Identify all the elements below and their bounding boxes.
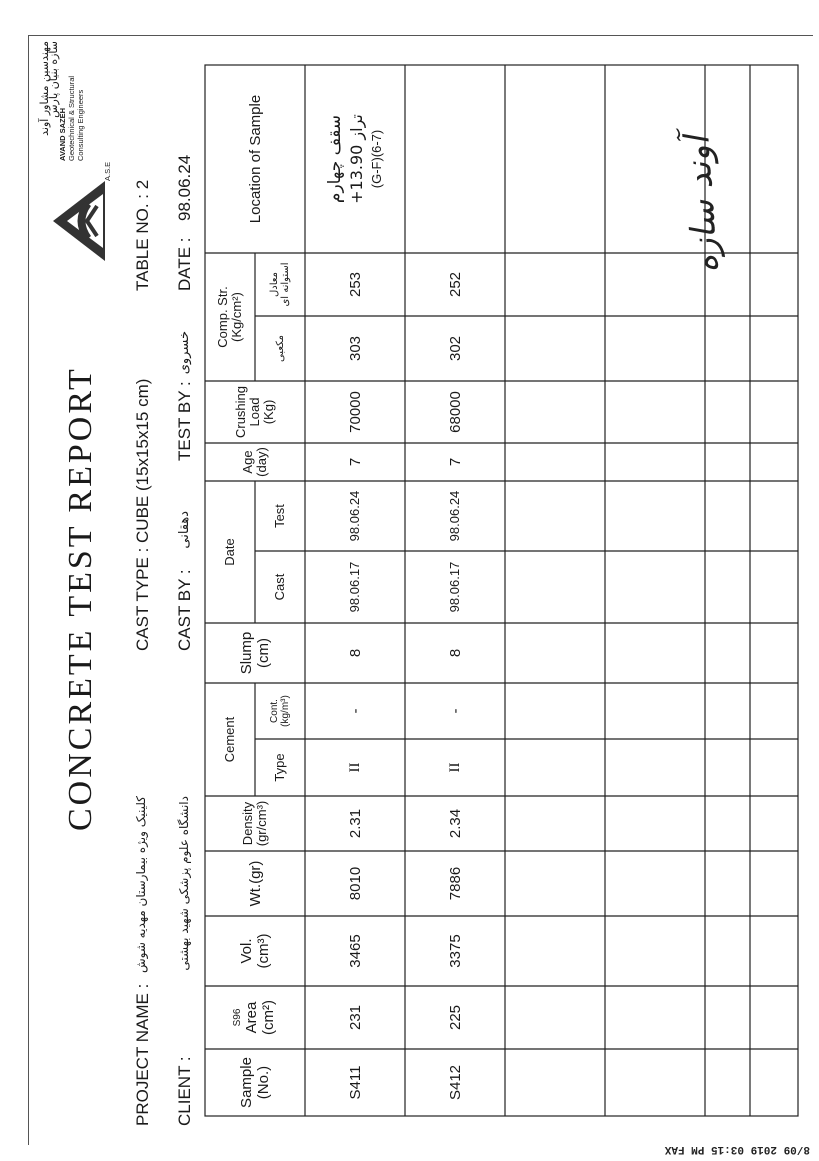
header-cement: Cement — [222, 716, 237, 763]
row1-age: 7 — [346, 457, 364, 467]
row2-crushing: 68000 — [446, 391, 464, 433]
row1-vol: 3465 — [346, 934, 364, 968]
row2-wt: 7886 — [446, 866, 464, 901]
header-date-test: Test — [272, 504, 287, 528]
header-area-cell — [205, 986, 305, 1049]
row1-cast: 98.06.17 — [347, 561, 362, 613]
report-title: CONCRETE TEST REPORT — [62, 366, 99, 831]
firm-persian-name: مهندسین مشاور آوند سازه بنیان پارس — [38, 41, 60, 136]
row2-slump: 8 — [446, 648, 464, 658]
project-name-label: PROJECT NAME : — [133, 983, 152, 1126]
table-no: TABLE NO. : 2 — [133, 179, 152, 291]
header-crushing: Crushing Load (Kg) — [233, 385, 276, 439]
row2-area: 225 — [446, 1004, 464, 1031]
cast-type: CAST TYPE : CUBE (15x15x15 cm) — [133, 378, 152, 651]
row1-crushing: 70000 — [346, 391, 364, 433]
header-age: Age (day) — [240, 447, 269, 477]
cast-by-value: دهقانی — [177, 511, 192, 549]
row1-area: 231 — [346, 1004, 364, 1031]
row1-slump: 8 — [346, 648, 364, 658]
fax-footer: 8/09 2019 03:15 PM FAX — [664, 1143, 810, 1155]
header-density: Density (gr/cm³) — [240, 800, 269, 847]
row2-comp-cube: 302 — [446, 335, 464, 362]
row1-comp-equiv: 253 — [346, 271, 364, 298]
row1-wt: 8010 — [346, 866, 364, 901]
header-location: Location of Sample — [246, 94, 264, 224]
client-value: دانشگاه علوم پزشکی شهید بهشتی — [177, 796, 191, 971]
row2-density: 2.34 — [446, 808, 464, 839]
row2-cement-cont: - — [446, 708, 464, 714]
test-by-label: TEST BY : — [175, 381, 194, 461]
date-value: 98.06.24 — [175, 154, 194, 221]
header-area: Area (cm²) — [243, 1000, 277, 1035]
header-comp-cube: مکعبی — [274, 334, 286, 363]
row1-sample: S411 — [346, 1065, 364, 1100]
firm-name: AVAND SAZEH — [58, 107, 67, 161]
header-sample: Sample (No.) — [238, 1057, 272, 1108]
project-name-value: کلینیک ویژه بیمارستان مهدیه شوش — [134, 796, 148, 974]
location-line2: تراز 13.90+ — [347, 114, 366, 204]
row1-test: 98.06.24 — [347, 490, 362, 542]
row2-cast: 98.06.17 — [447, 561, 462, 613]
header-comp: Comp. Str. (Kg/cm²) — [215, 286, 244, 348]
firm-abbr: A.S.E — [103, 161, 112, 181]
row1-comp-cube: 303 — [346, 335, 364, 362]
header-date: Date — [222, 538, 237, 566]
signature-text: آوند سازه — [677, 134, 727, 275]
row2-comp-equiv: 252 — [446, 271, 464, 298]
header-cement-cont: Cont. (kg/m³) — [269, 695, 291, 727]
row1-cement-cont: - — [346, 708, 364, 714]
location-line1: سقف چهارم — [325, 114, 345, 204]
firm-type: Consulting Engineers — [76, 89, 85, 161]
header-wt: Wt.(gr) — [246, 860, 264, 907]
header-area-note: S96 — [232, 1008, 243, 1027]
cast-by-label: CAST BY : — [175, 569, 194, 651]
row2-sample: S412 — [446, 1064, 464, 1101]
test-by-value: خسروی — [177, 331, 192, 375]
row2-test: 98.06.24 — [447, 490, 462, 542]
date-label: DATE : — [175, 237, 194, 291]
header-date-cast: Cast — [272, 573, 287, 601]
header-cement-type: Type — [272, 753, 287, 782]
row1-cement-type: II — [346, 762, 363, 773]
header-slump: Slump (cm) — [238, 631, 272, 675]
location-line3: (G-F)(6-7) — [369, 129, 384, 189]
row2-vol: 3375 — [446, 934, 464, 968]
header-vol: Vol. (cm³) — [238, 933, 272, 969]
row1-density: 2.31 — [346, 808, 364, 839]
firm-specialty: Geotechnical & Structural — [67, 75, 76, 161]
header-comp-equiv: معادل استوانه ای — [269, 262, 291, 307]
location-cell — [305, 65, 405, 253]
row2-age: 7 — [446, 457, 464, 467]
client-label: CLIENT : — [175, 1056, 194, 1126]
row2-cement-type: II — [446, 762, 463, 773]
